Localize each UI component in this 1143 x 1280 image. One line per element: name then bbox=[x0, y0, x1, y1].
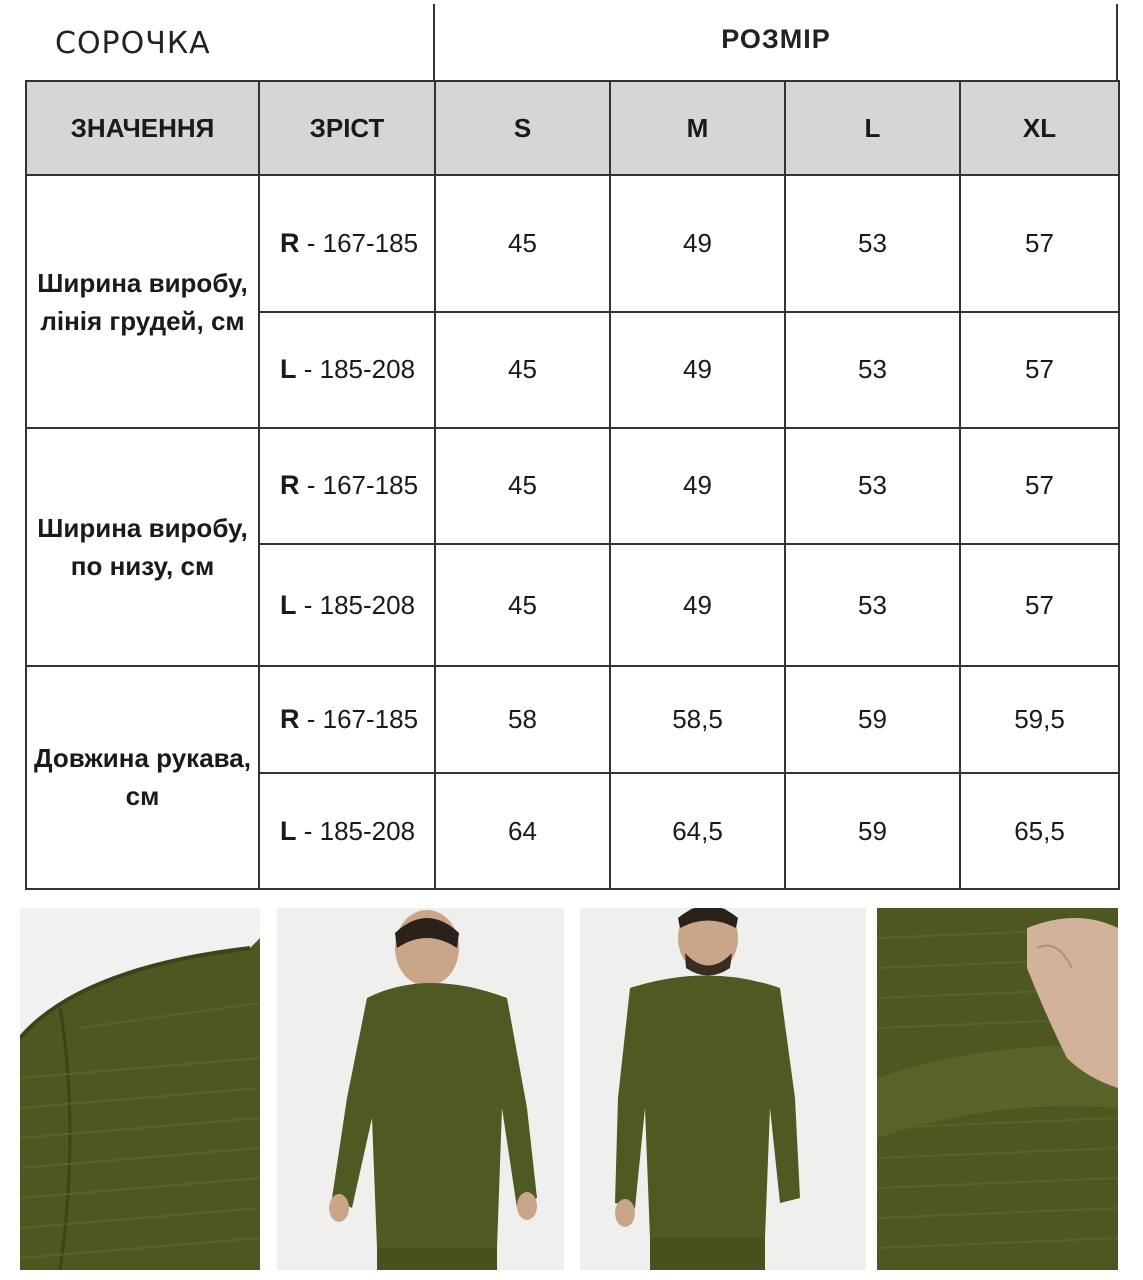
metric-label: Ширина виробу, по низу, см bbox=[26, 428, 259, 666]
value-cell: 58 bbox=[435, 666, 610, 774]
table-row bbox=[26, 428, 1119, 545]
height-letter: R bbox=[280, 470, 300, 501]
height-range: - 167-185 bbox=[299, 704, 419, 735]
value-cell: 57 bbox=[960, 544, 1119, 666]
value-cell: 49 bbox=[610, 312, 785, 428]
value-cell: 49 bbox=[610, 428, 785, 545]
value-cell: 59 bbox=[785, 773, 960, 889]
height-letter: R bbox=[280, 704, 300, 735]
photo-model-front-view bbox=[580, 908, 866, 1270]
height-cell bbox=[259, 175, 435, 312]
height-range: - 185-208 bbox=[296, 354, 416, 385]
value-cell: 49 bbox=[610, 175, 785, 312]
value-cell: 64 bbox=[435, 773, 610, 889]
height-cell bbox=[259, 428, 435, 545]
metric-label: Ширина виробу, лінія грудей, см bbox=[26, 175, 259, 427]
table-title: СОРОЧКА bbox=[55, 26, 211, 61]
photo-cuff-closeup bbox=[877, 908, 1118, 1270]
column-header-size: S bbox=[435, 81, 610, 175]
height-range: - 185-208 bbox=[296, 815, 416, 846]
metric-label: Довжина рукава, см bbox=[26, 666, 259, 889]
value-cell: 59 bbox=[785, 666, 960, 774]
value-cell: 53 bbox=[785, 312, 960, 428]
height-cell bbox=[259, 773, 435, 889]
height-letter: L bbox=[280, 589, 297, 620]
value-cell: 57 bbox=[960, 175, 1119, 312]
height-letter: L bbox=[280, 354, 297, 385]
table-row bbox=[26, 666, 1119, 774]
value-cell: 59,5 bbox=[960, 666, 1119, 774]
value-cell: 64,5 bbox=[610, 773, 785, 889]
value-cell: 53 bbox=[785, 544, 960, 666]
height-letter: R bbox=[280, 228, 300, 259]
height-range: - 167-185 bbox=[299, 228, 419, 259]
size-chart-table bbox=[25, 80, 1120, 890]
value-cell: 45 bbox=[435, 312, 610, 428]
column-header-metric: ЗНАЧЕННЯ bbox=[26, 81, 259, 175]
value-cell: 45 bbox=[435, 428, 610, 545]
height-cell bbox=[259, 312, 435, 428]
column-header-size: L bbox=[785, 81, 960, 175]
column-header-height: ЗРІСТ bbox=[259, 81, 435, 175]
height-cell bbox=[259, 666, 435, 774]
photo-model-back-view bbox=[277, 908, 564, 1270]
height-letter: L bbox=[280, 815, 297, 846]
height-cell bbox=[259, 544, 435, 666]
size-header: РОЗМІР bbox=[721, 24, 831, 54]
value-cell: 45 bbox=[435, 544, 610, 666]
column-header-size: XL bbox=[960, 81, 1119, 175]
height-range: - 167-185 bbox=[299, 470, 419, 501]
value-cell: 53 bbox=[785, 428, 960, 545]
value-cell: 53 bbox=[785, 175, 960, 312]
value-cell: 45 bbox=[435, 175, 610, 312]
table-row bbox=[26, 175, 1119, 312]
value-cell: 58,5 bbox=[610, 666, 785, 774]
value-cell: 57 bbox=[960, 312, 1119, 428]
height-range: - 185-208 bbox=[296, 589, 416, 620]
value-cell: 49 bbox=[610, 544, 785, 666]
value-cell: 65,5 bbox=[960, 773, 1119, 889]
header-row bbox=[26, 81, 1119, 175]
value-cell: 57 bbox=[960, 428, 1119, 545]
column-header-size: M bbox=[610, 81, 785, 175]
photo-shoulder-closeup bbox=[20, 908, 260, 1270]
